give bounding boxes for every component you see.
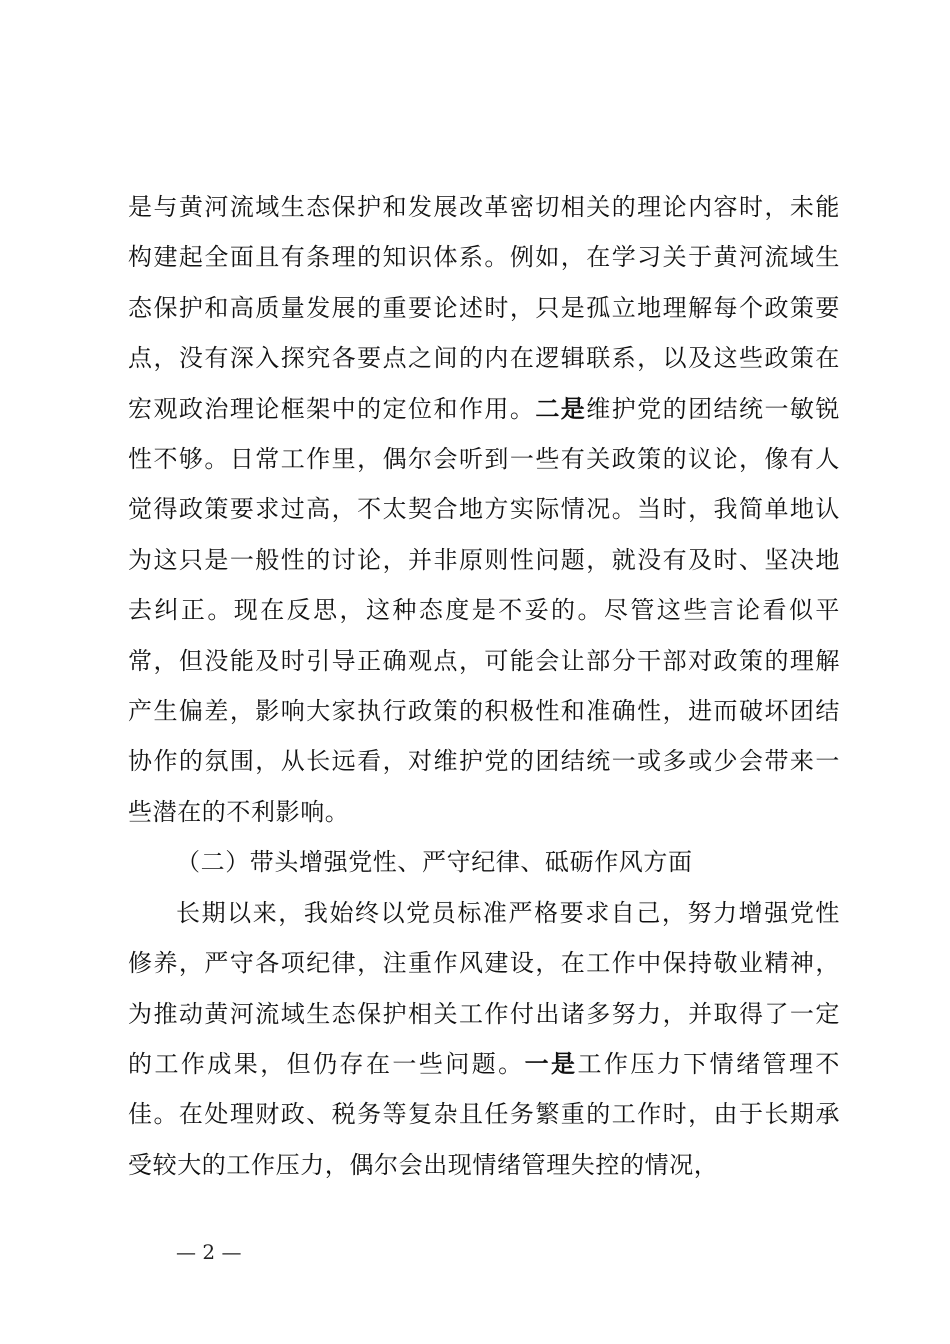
paragraph-text: 是与黄河流域生态保护和发展改革密切相关的理论内容时，未能构建起全面且有条理的知识体系。例如，在学习关于黄河流域生态保护和高质量发展的重要论述时，只是孤立地理解每个政策要点，没有深入探究各要点之间的内在逻辑联系，以及这些政策在宏观政治理论框架中的定位和作用。 bbox=[128, 193, 840, 423]
paragraph-continuation bbox=[128, 182, 840, 837]
paragraph-text: 工作压力下情绪管理不佳。在处理财政、税务等复杂且任务繁重的工作时，由于长期承受较大的工作压力，偶尔会出现情绪管理失控的情况， bbox=[128, 1049, 841, 1179]
paragraph-text: 维护党的团结统一敏锐性不够。日常工作里，偶尔会听到一些有关政策的议论，像有人觉得政策要求过高，不太契合地方实际情况。当时，我简单地认为这只是一般性的讨论，并非原则性问题，就没有及时、坚决地去纠正。现在反思，这种态度是不妥的。尽管这些言论看似平常，但没能及时引导正确观点，可能会让部分干部对政策的理解产生偏差，影响大家执行政策的积极性和准确性，进而破坏团结协作的氛围，从长远看，对维护党的团结统一或多或少会带来一些潜在的不利影响。 bbox=[128, 394, 840, 826]
body-text bbox=[128, 182, 840, 1190]
paragraph bbox=[128, 888, 840, 1190]
bold-point-marker: 一是 bbox=[524, 1049, 578, 1078]
paragraph-text: 长期以来，我始终以党员标准严格要求自己，努力增强党性修养，严守各项纪律，注重作风建设，在工作中保持敬业精神，为推动黄河流域生态保护相关工作付出诸多努力，并取得了一定的工作成果，但仍存在一些问题。 bbox=[128, 898, 840, 1078]
bold-point-marker: 二是 bbox=[535, 394, 587, 423]
page-number: — 2 — bbox=[176, 1240, 242, 1264]
section-heading: （二）带头增强党性、严守纪律、砥砺作风方面 bbox=[176, 848, 693, 877]
